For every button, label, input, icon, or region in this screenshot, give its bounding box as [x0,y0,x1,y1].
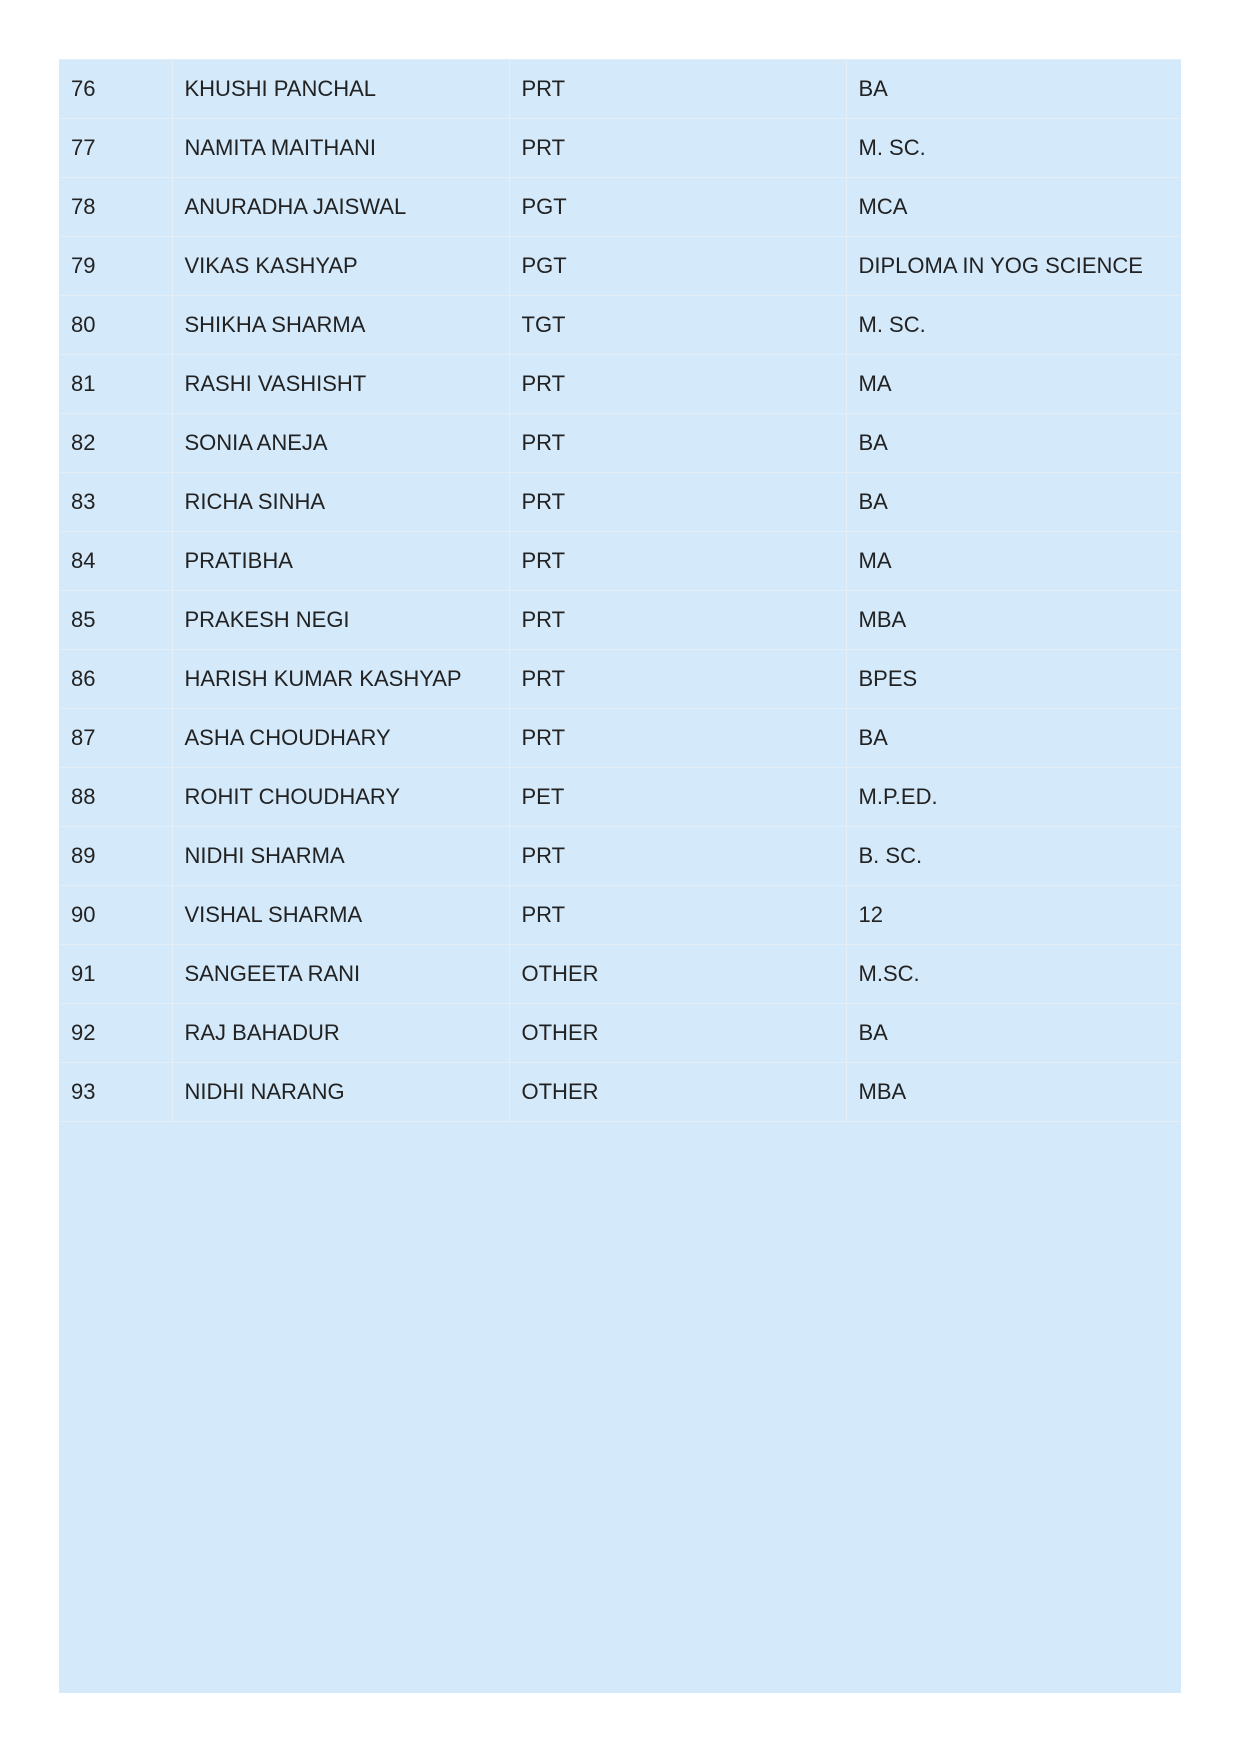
post-cell: PRT [509,355,846,414]
post-cell: PRT [509,827,846,886]
post-cell: PGT [509,178,846,237]
post-cell: PRT [509,886,846,945]
name-cell: NIDHI NARANG [172,1063,509,1122]
table-row [59,414,1181,473]
serial-number-cell: 78 [59,178,172,237]
staff-table [59,59,1181,1122]
table-row [59,827,1181,886]
post-cell: PRT [509,60,846,119]
name-cell: PRATIBHA [172,532,509,591]
post-cell: PRT [509,591,846,650]
staff-table-panel [59,59,1181,1693]
serial-number-cell: 81 [59,355,172,414]
table-row [59,119,1181,178]
post-cell: PRT [509,650,846,709]
post-cell: PRT [509,414,846,473]
qualification-cell: M.P.ED. [846,768,1181,827]
qualification-cell: BA [846,1004,1181,1063]
qualification-cell: M.SC. [846,945,1181,1004]
serial-number-cell: 92 [59,1004,172,1063]
qualification-cell: BA [846,473,1181,532]
name-cell: NAMITA MAITHANI [172,119,509,178]
post-cell: OTHER [509,945,846,1004]
qualification-cell: 12 [846,886,1181,945]
qualification-cell: MBA [846,591,1181,650]
table-row [59,532,1181,591]
qualification-cell: M. SC. [846,119,1181,178]
name-cell: VIKAS KASHYAP [172,237,509,296]
serial-number-cell: 90 [59,886,172,945]
qualification-cell: DIPLOMA IN YOG SCIENCE [846,237,1181,296]
post-cell: OTHER [509,1004,846,1063]
serial-number-cell: 87 [59,709,172,768]
post-cell: PRT [509,709,846,768]
table-row [59,591,1181,650]
qualification-cell: MA [846,355,1181,414]
post-cell: PGT [509,237,846,296]
name-cell: VISHAL SHARMA [172,886,509,945]
name-cell: RICHA SINHA [172,473,509,532]
name-cell: RASHI VASHISHT [172,355,509,414]
table-row [59,650,1181,709]
serial-number-cell: 89 [59,827,172,886]
post-cell: PRT [509,532,846,591]
name-cell: PRAKESH NEGI [172,591,509,650]
name-cell: ASHA CHOUDHARY [172,709,509,768]
name-cell: SHIKHA SHARMA [172,296,509,355]
table-row [59,1063,1181,1122]
table-row [59,886,1181,945]
name-cell: RAJ BAHADUR [172,1004,509,1063]
name-cell: ANURADHA JAISWAL [172,178,509,237]
table-row [59,1004,1181,1063]
serial-number-cell: 82 [59,414,172,473]
table-row [59,945,1181,1004]
qualification-cell: B. SC. [846,827,1181,886]
serial-number-cell: 88 [59,768,172,827]
serial-number-cell: 77 [59,119,172,178]
name-cell: SONIA ANEJA [172,414,509,473]
serial-number-cell: 93 [59,1063,172,1122]
post-cell: PRT [509,119,846,178]
qualification-cell: BPES [846,650,1181,709]
qualification-cell: BA [846,414,1181,473]
table-row [59,355,1181,414]
serial-number-cell: 76 [59,60,172,119]
table-row [59,178,1181,237]
serial-number-cell: 91 [59,945,172,1004]
qualification-cell: BA [846,709,1181,768]
table-row [59,709,1181,768]
table-row [59,60,1181,119]
qualification-cell: BA [846,60,1181,119]
post-cell: TGT [509,296,846,355]
serial-number-cell: 83 [59,473,172,532]
serial-number-cell: 80 [59,296,172,355]
qualification-cell: MCA [846,178,1181,237]
serial-number-cell: 85 [59,591,172,650]
name-cell: HARISH KUMAR KASHYAP [172,650,509,709]
serial-number-cell: 79 [59,237,172,296]
qualification-cell: M. SC. [846,296,1181,355]
table-row [59,473,1181,532]
serial-number-cell: 86 [59,650,172,709]
post-cell: OTHER [509,1063,846,1122]
staff-table-body [59,60,1181,1122]
name-cell: NIDHI SHARMA [172,827,509,886]
qualification-cell: MA [846,532,1181,591]
post-cell: PET [509,768,846,827]
table-row [59,296,1181,355]
serial-number-cell: 84 [59,532,172,591]
table-row [59,768,1181,827]
post-cell: PRT [509,473,846,532]
qualification-cell: MBA [846,1063,1181,1122]
name-cell: KHUSHI PANCHAL [172,60,509,119]
name-cell: SANGEETA RANI [172,945,509,1004]
table-row [59,237,1181,296]
name-cell: ROHIT CHOUDHARY [172,768,509,827]
